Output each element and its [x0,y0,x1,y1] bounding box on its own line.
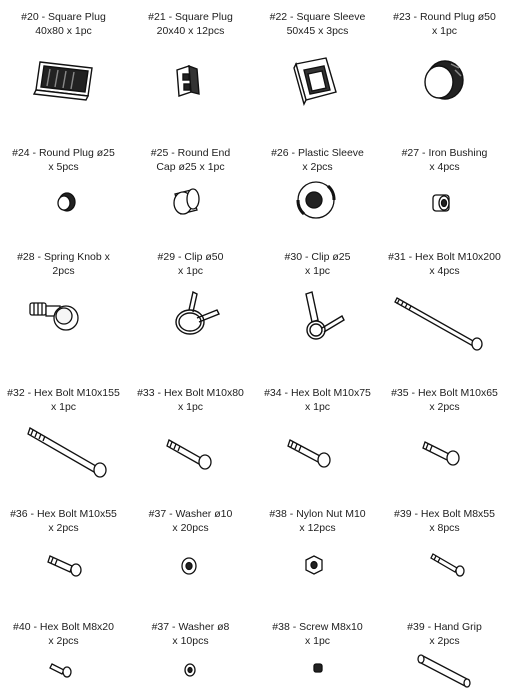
washer-large-icon [127,550,254,586]
part-label: #24 - Round Plug ø25 x 5pcs [12,147,115,173]
hex-bolt-m10x55-icon [0,548,127,584]
part-label: #36 - Hex Bolt M10x55 x 2pcs [10,508,117,534]
part-label: #33 - Hex Bolt M10x80 x 1pc [137,387,244,413]
hand-grip-icon [381,650,508,690]
washer-small-icon [127,658,254,688]
part-27-iron-bushing [381,146,508,174]
hex-bolt-m10x155-icon [0,422,127,482]
part-32-hex-bolt-m10x155 [0,386,127,414]
part-35-hex-bolt-m10x65 [381,386,508,414]
part-label: #21 - Square Plug 20x40 x 12pcs [148,11,233,37]
part-40-hex-bolt-m8x20 [0,620,127,648]
part-22-square-sleeve [254,10,381,38]
plastic-sleeve-icon [254,180,381,220]
part-23-round-plug-50 [381,10,508,38]
part-label: #37 - Washer ø10 x 20pcs [148,508,233,534]
part-label: #23 - Round Plug ø50 x 1pc [393,11,496,37]
part-38-nylon-nut-m10 [254,507,381,535]
hex-bolt-m8x20-icon [0,656,127,686]
part-34-hex-bolt-m10x75 [254,386,381,414]
part-label: #40 - Hex Bolt M8x20 x 2pcs [13,621,114,647]
part-37-washer-10 [127,507,254,535]
part-label: #32 - Hex Bolt M10x155 x 1pc [7,387,120,413]
part-38-screw-m8x10 [254,620,381,648]
part-label: #35 - Hex Bolt M10x65 x 2pcs [391,387,498,413]
hex-bolt-m10x65-icon [381,434,508,474]
part-31-hex-bolt-m10x200 [381,250,508,278]
part-26-plastic-sleeve [254,146,381,174]
part-30-clip-25 [254,250,381,278]
part-29-clip-50 [127,250,254,278]
hex-bolt-m10x80-icon [127,434,254,474]
clip-large-icon [127,288,254,344]
part-24-round-plug-25 [0,146,127,174]
part-25-round-end-cap [127,146,254,174]
spring-knob-icon [0,296,127,336]
part-39-hex-bolt-m8x55 [381,507,508,535]
part-label: #26 - Plastic Sleeve x 2pcs [271,147,364,173]
part-label: #38 - Screw M8x10 x 1pc [272,621,363,647]
hex-bolt-m10x75-icon [254,434,381,474]
part-label: #28 - Spring Knob x 2pcs [17,251,110,277]
round-plug-large-icon [381,52,508,112]
iron-bushing-icon [381,186,508,226]
part-label: #22 - Square Sleeve 50x45 x 3pcs [269,11,366,37]
part-label: #34 - Hex Bolt M10x75 x 1pc [264,387,371,413]
part-21-square-plug-20x40 [127,10,254,38]
part-label: #39 - Hex Bolt M8x55 x 8pcs [394,508,495,534]
nylon-nut-icon [254,550,381,586]
part-label: #29 - Clip ø50 x 1pc [157,251,224,277]
part-label: #25 - Round End Cap ø25 x 1pc [150,147,231,173]
part-20-square-plug-40x80 [0,10,127,38]
part-label: #38 - Nylon Nut M10 x 12pcs [269,508,366,534]
part-label: #39 - Hand Grip x 2pcs [407,621,482,647]
clip-small-icon [254,288,381,344]
square-plug-large-icon [0,52,127,112]
hex-bolt-m8x55-icon [381,546,508,582]
part-28-spring-knob [0,250,127,278]
part-37-washer-8 [127,620,254,648]
part-label: #37 - Washer ø8 x 10pcs [151,621,230,647]
square-plug-small-icon [127,52,254,112]
round-end-cap-icon [127,184,254,224]
part-33-hex-bolt-m10x80 [127,386,254,414]
hex-bolt-m10x200-icon [381,292,508,352]
screw-icon [254,660,381,690]
part-39-hand-grip [381,620,508,648]
part-label: #20 - Square Plug 40x80 x 1pc [21,11,106,37]
part-label: #31 - Hex Bolt M10x200 x 4pcs [388,251,501,277]
part-label: #30 - Clip ø25 x 1pc [284,251,351,277]
square-sleeve-icon [254,52,381,112]
part-label: #27 - Iron Bushing x 4pcs [401,147,488,173]
part-36-hex-bolt-m10x55 [0,507,127,535]
round-plug-small-icon [0,188,127,228]
